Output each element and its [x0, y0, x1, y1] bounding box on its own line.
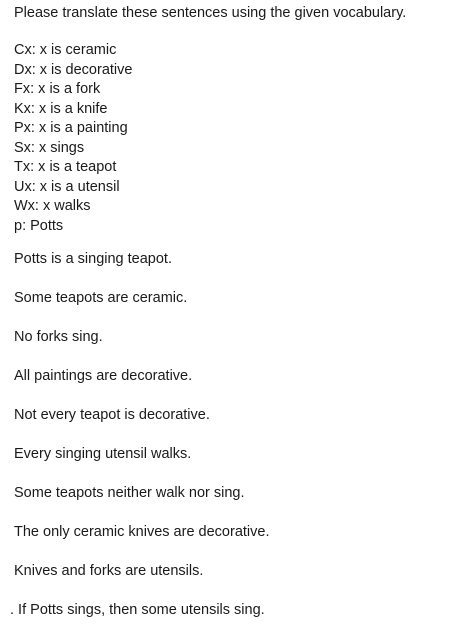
vocab-item: Cx: x is ceramic: [14, 42, 117, 58]
sentence-item: Potts is a singing teapot.: [14, 251, 172, 267]
vocab-item: Tx: x is a teapot: [14, 159, 117, 175]
sentence-item: Every singing utensil walks.: [14, 446, 192, 462]
vocab-item: p: Potts: [14, 217, 64, 234]
sentence-item: Some teapots neither walk nor sing.: [14, 485, 245, 501]
vocab-item: Fx: x is a fork: [14, 81, 101, 97]
vocab-item: Px: x is a painting: [14, 120, 128, 136]
instructions-heading: Please translate these sentences using the given vocabulary.: [14, 5, 407, 21]
sentence-item: Knives and forks are utensils.: [14, 563, 204, 579]
sentence-item: The only ceramic knives are decorative.: [14, 524, 270, 540]
vocab-item: Ux: x is a utensil: [14, 178, 120, 195]
sentence-item: Not every teapot is decorative.: [14, 407, 210, 423]
sentence-item: All paintings are decorative.: [14, 368, 193, 384]
sentence-item: No forks sing.: [14, 329, 103, 345]
sentence-item: . If Potts sings, then some utensils sing.: [10, 602, 265, 618]
vocab-item: Kx: x is a knife: [14, 100, 108, 117]
sentence-item: Some teapots are ceramic.: [14, 290, 188, 306]
vocab-item: Dx: x is decorative: [14, 61, 133, 78]
vocab-item: Sx: x sings: [14, 139, 85, 156]
vocab-item: Wx: x walks: [14, 198, 91, 214]
